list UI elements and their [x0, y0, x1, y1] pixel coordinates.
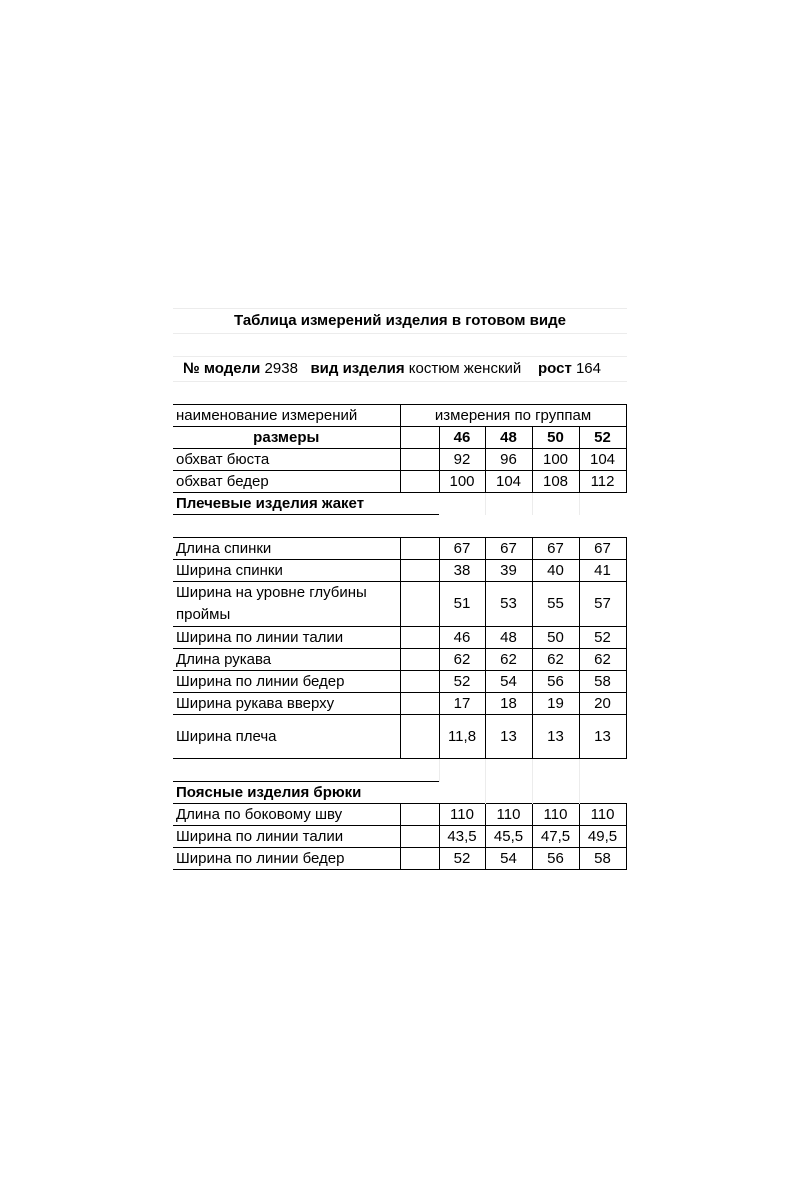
table-row [173, 649, 626, 671]
measure-value: 17 [439, 693, 485, 715]
empty-cell [173, 515, 626, 538]
table-row [173, 671, 626, 693]
measure-value: 67 [579, 538, 626, 560]
empty-cell [532, 493, 579, 515]
measure-value: 96 [485, 449, 532, 471]
measure-name: обхват бюста [173, 449, 400, 471]
measure-value: 13 [579, 715, 626, 759]
measure-value: 58 [579, 671, 626, 693]
section-header-row [173, 493, 626, 515]
table-row [173, 449, 626, 471]
measure-value: 58 [579, 848, 626, 870]
measure-value: 53 [485, 582, 532, 627]
empty-cell [485, 759, 532, 782]
size-cell: 50 [532, 427, 579, 449]
measure-name: Ширина по линии бедер [173, 671, 400, 693]
measure-value: 54 [485, 671, 532, 693]
measure-value: 55 [532, 582, 579, 627]
measure-value: 67 [439, 538, 485, 560]
measure-value: 67 [532, 538, 579, 560]
measure-name: Ширина по линии бедер [173, 848, 400, 870]
measure-value: 104 [485, 471, 532, 493]
measure-value: 11,8 [439, 715, 485, 759]
empty-cell [532, 759, 579, 782]
measure-name: Ширина плеча [173, 715, 400, 759]
measure-value: 100 [439, 471, 485, 493]
measure-value: 92 [439, 449, 485, 471]
empty-cell [400, 671, 439, 693]
table-row [173, 471, 626, 493]
measure-value: 13 [532, 715, 579, 759]
sizes-row [173, 427, 626, 449]
measure-value: 54 [485, 848, 532, 870]
model-info-line [173, 356, 627, 381]
empty-cell [400, 649, 439, 671]
empty-cell [400, 804, 439, 826]
empty-cell [579, 782, 626, 804]
empty-cell [400, 848, 439, 870]
measure-value: 51 [439, 582, 485, 627]
measure-value: 67 [485, 538, 532, 560]
empty-cell [400, 715, 439, 759]
measure-name: Ширина на уровне глубины проймы [173, 582, 400, 627]
empty-cell [400, 538, 439, 560]
measure-value: 52 [439, 848, 485, 870]
empty-cell [400, 471, 439, 493]
empty-cell [532, 782, 579, 804]
measure-value: 20 [579, 693, 626, 715]
measure-value: 62 [532, 649, 579, 671]
empty-cell [579, 759, 626, 782]
kind-value: костюм женский [408, 360, 522, 377]
measure-name: Ширина рукава вверху [173, 693, 400, 715]
measure-value: 50 [532, 627, 579, 649]
table-row [173, 804, 626, 826]
col-groups-header: измерения по группам [400, 405, 626, 427]
measure-value: 104 [579, 449, 626, 471]
empty-cell [173, 759, 439, 782]
measure-name: Длина по боковому шву [173, 804, 400, 826]
measure-value: 52 [579, 627, 626, 649]
pants-section-title: Поясные изделия брюки [173, 782, 439, 804]
measure-value: 56 [532, 848, 579, 870]
empty-cell [485, 782, 532, 804]
table-row [173, 538, 626, 560]
empty-cell [400, 427, 439, 449]
measure-value: 47,5 [532, 826, 579, 848]
measure-value: 18 [485, 693, 532, 715]
measure-value: 41 [579, 560, 626, 582]
measure-value: 112 [579, 471, 626, 493]
measure-value: 57 [579, 582, 626, 627]
measure-value: 110 [532, 804, 579, 826]
table-row [173, 560, 626, 582]
height-label: рост [537, 360, 572, 377]
measure-value: 45,5 [485, 826, 532, 848]
measure-name: Длина рукава [173, 649, 400, 671]
measure-name: Длина спинки [173, 538, 400, 560]
empty-cell [485, 493, 532, 515]
measure-value: 19 [532, 693, 579, 715]
empty-cell [400, 582, 439, 627]
measure-value: 39 [485, 560, 532, 582]
model-label: № модели [183, 360, 261, 377]
height-value: 164 [575, 360, 601, 377]
measure-value: 62 [485, 649, 532, 671]
measurement-table [173, 405, 627, 870]
page-title: Таблица измерений изделия в готовом виде [173, 308, 627, 333]
table-row [173, 848, 626, 870]
table-row [173, 693, 626, 715]
spacer-row [173, 381, 627, 405]
measure-value: 110 [485, 804, 532, 826]
empty-cell [400, 560, 439, 582]
measure-name: обхват бедер [173, 471, 400, 493]
kind-label: вид изделия [310, 360, 405, 377]
blank-row [173, 515, 626, 538]
model-value: 2938 [264, 360, 298, 377]
measure-value: 49,5 [579, 826, 626, 848]
empty-cell [439, 493, 485, 515]
sizes-label: размеры [173, 427, 400, 449]
measure-value: 108 [532, 471, 579, 493]
column-header-row [173, 405, 626, 427]
measure-value: 62 [439, 649, 485, 671]
measure-value: 13 [485, 715, 532, 759]
measure-value: 52 [439, 671, 485, 693]
table-row [173, 715, 626, 759]
empty-cell [400, 627, 439, 649]
empty-cell [579, 493, 626, 515]
measurement-sheet [173, 308, 627, 870]
blank-row [173, 759, 626, 782]
measure-value: 110 [579, 804, 626, 826]
col-name-header: наименование измерений [173, 405, 400, 427]
size-cell: 52 [579, 427, 626, 449]
measure-value: 100 [532, 449, 579, 471]
table-row [173, 627, 626, 649]
measure-name: Ширина спинки [173, 560, 400, 582]
measure-value: 40 [532, 560, 579, 582]
measure-value: 110 [439, 804, 485, 826]
section-header-row [173, 782, 626, 804]
measure-value: 43,5 [439, 826, 485, 848]
measure-value: 38 [439, 560, 485, 582]
size-cell: 46 [439, 427, 485, 449]
measure-value: 46 [439, 627, 485, 649]
empty-cell [400, 826, 439, 848]
empty-cell [439, 759, 485, 782]
table-row [173, 582, 626, 627]
measure-value: 56 [532, 671, 579, 693]
measure-name: Ширина по линии талии [173, 826, 400, 848]
measure-value: 62 [579, 649, 626, 671]
size-cell: 48 [485, 427, 532, 449]
empty-cell [400, 449, 439, 471]
spacer-row [173, 333, 627, 356]
empty-cell [400, 693, 439, 715]
jacket-section-title: Плечевые изделия жакет [173, 493, 439, 515]
table-row [173, 826, 626, 848]
measure-value: 48 [485, 627, 532, 649]
empty-cell [439, 782, 485, 804]
measure-name: Ширина по линии талии [173, 627, 400, 649]
